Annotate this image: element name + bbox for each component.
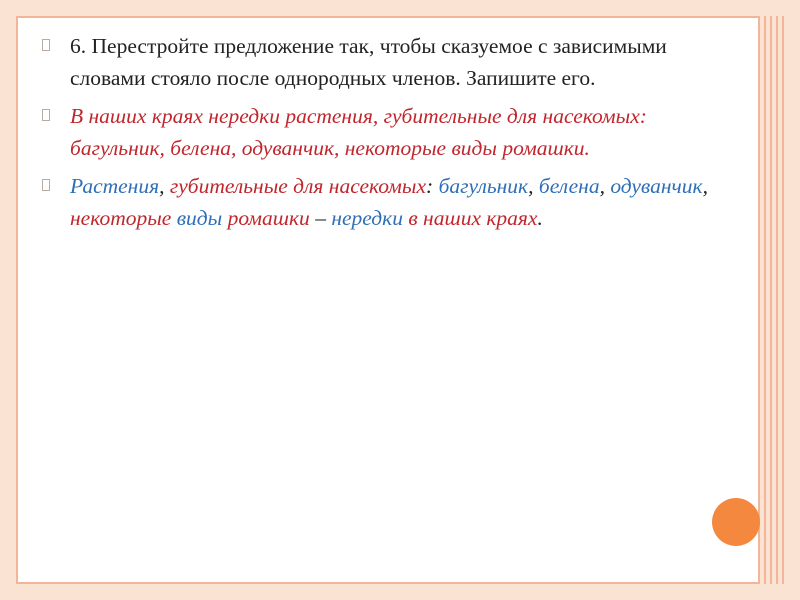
bullet-item-rewritten-sentence [42,170,732,234]
sentence-segment: Растения [70,174,160,198]
sentence-segment: , [599,174,611,198]
bullet-icon [42,39,50,51]
bullet-item-original-sentence [42,100,732,164]
sentence-segment: нередки [331,206,403,230]
sentence-segment: – [309,206,332,230]
sentence-segment: в наших краях [402,206,538,230]
sentence-segment: багульник [438,174,529,198]
bullet-item-task [42,30,732,94]
sentence-segment: виды [176,206,223,230]
bullet-icon [42,179,50,191]
orange-dot-decoration [712,498,760,546]
sentence-segment: белена [538,174,600,198]
task-text: 6. Перестройте предложение так, чтобы сказуемое с зависимыми словами стояло после однородных членов. Запишите его. [70,34,667,90]
bullet-icon [42,109,50,121]
sentence-segment: некоторые [70,206,177,230]
slide-content [42,30,732,240]
sentence-segment: , [702,174,708,198]
sentence-segment: : [426,174,439,198]
sentence-segment: одуванчик [610,174,703,198]
sentence-segment: , [528,174,539,198]
sentence-segment: ромашки [222,206,310,230]
sentence-segment: , [159,174,170,198]
original-sentence-text: В наших краях нередки растения, губительные для насекомых: багульник, белена, одуванчик, некоторые виды ромашки. [70,104,647,160]
sentence-segment: . [537,206,543,230]
sentence-segment: губительные для насекомых [169,174,427,198]
